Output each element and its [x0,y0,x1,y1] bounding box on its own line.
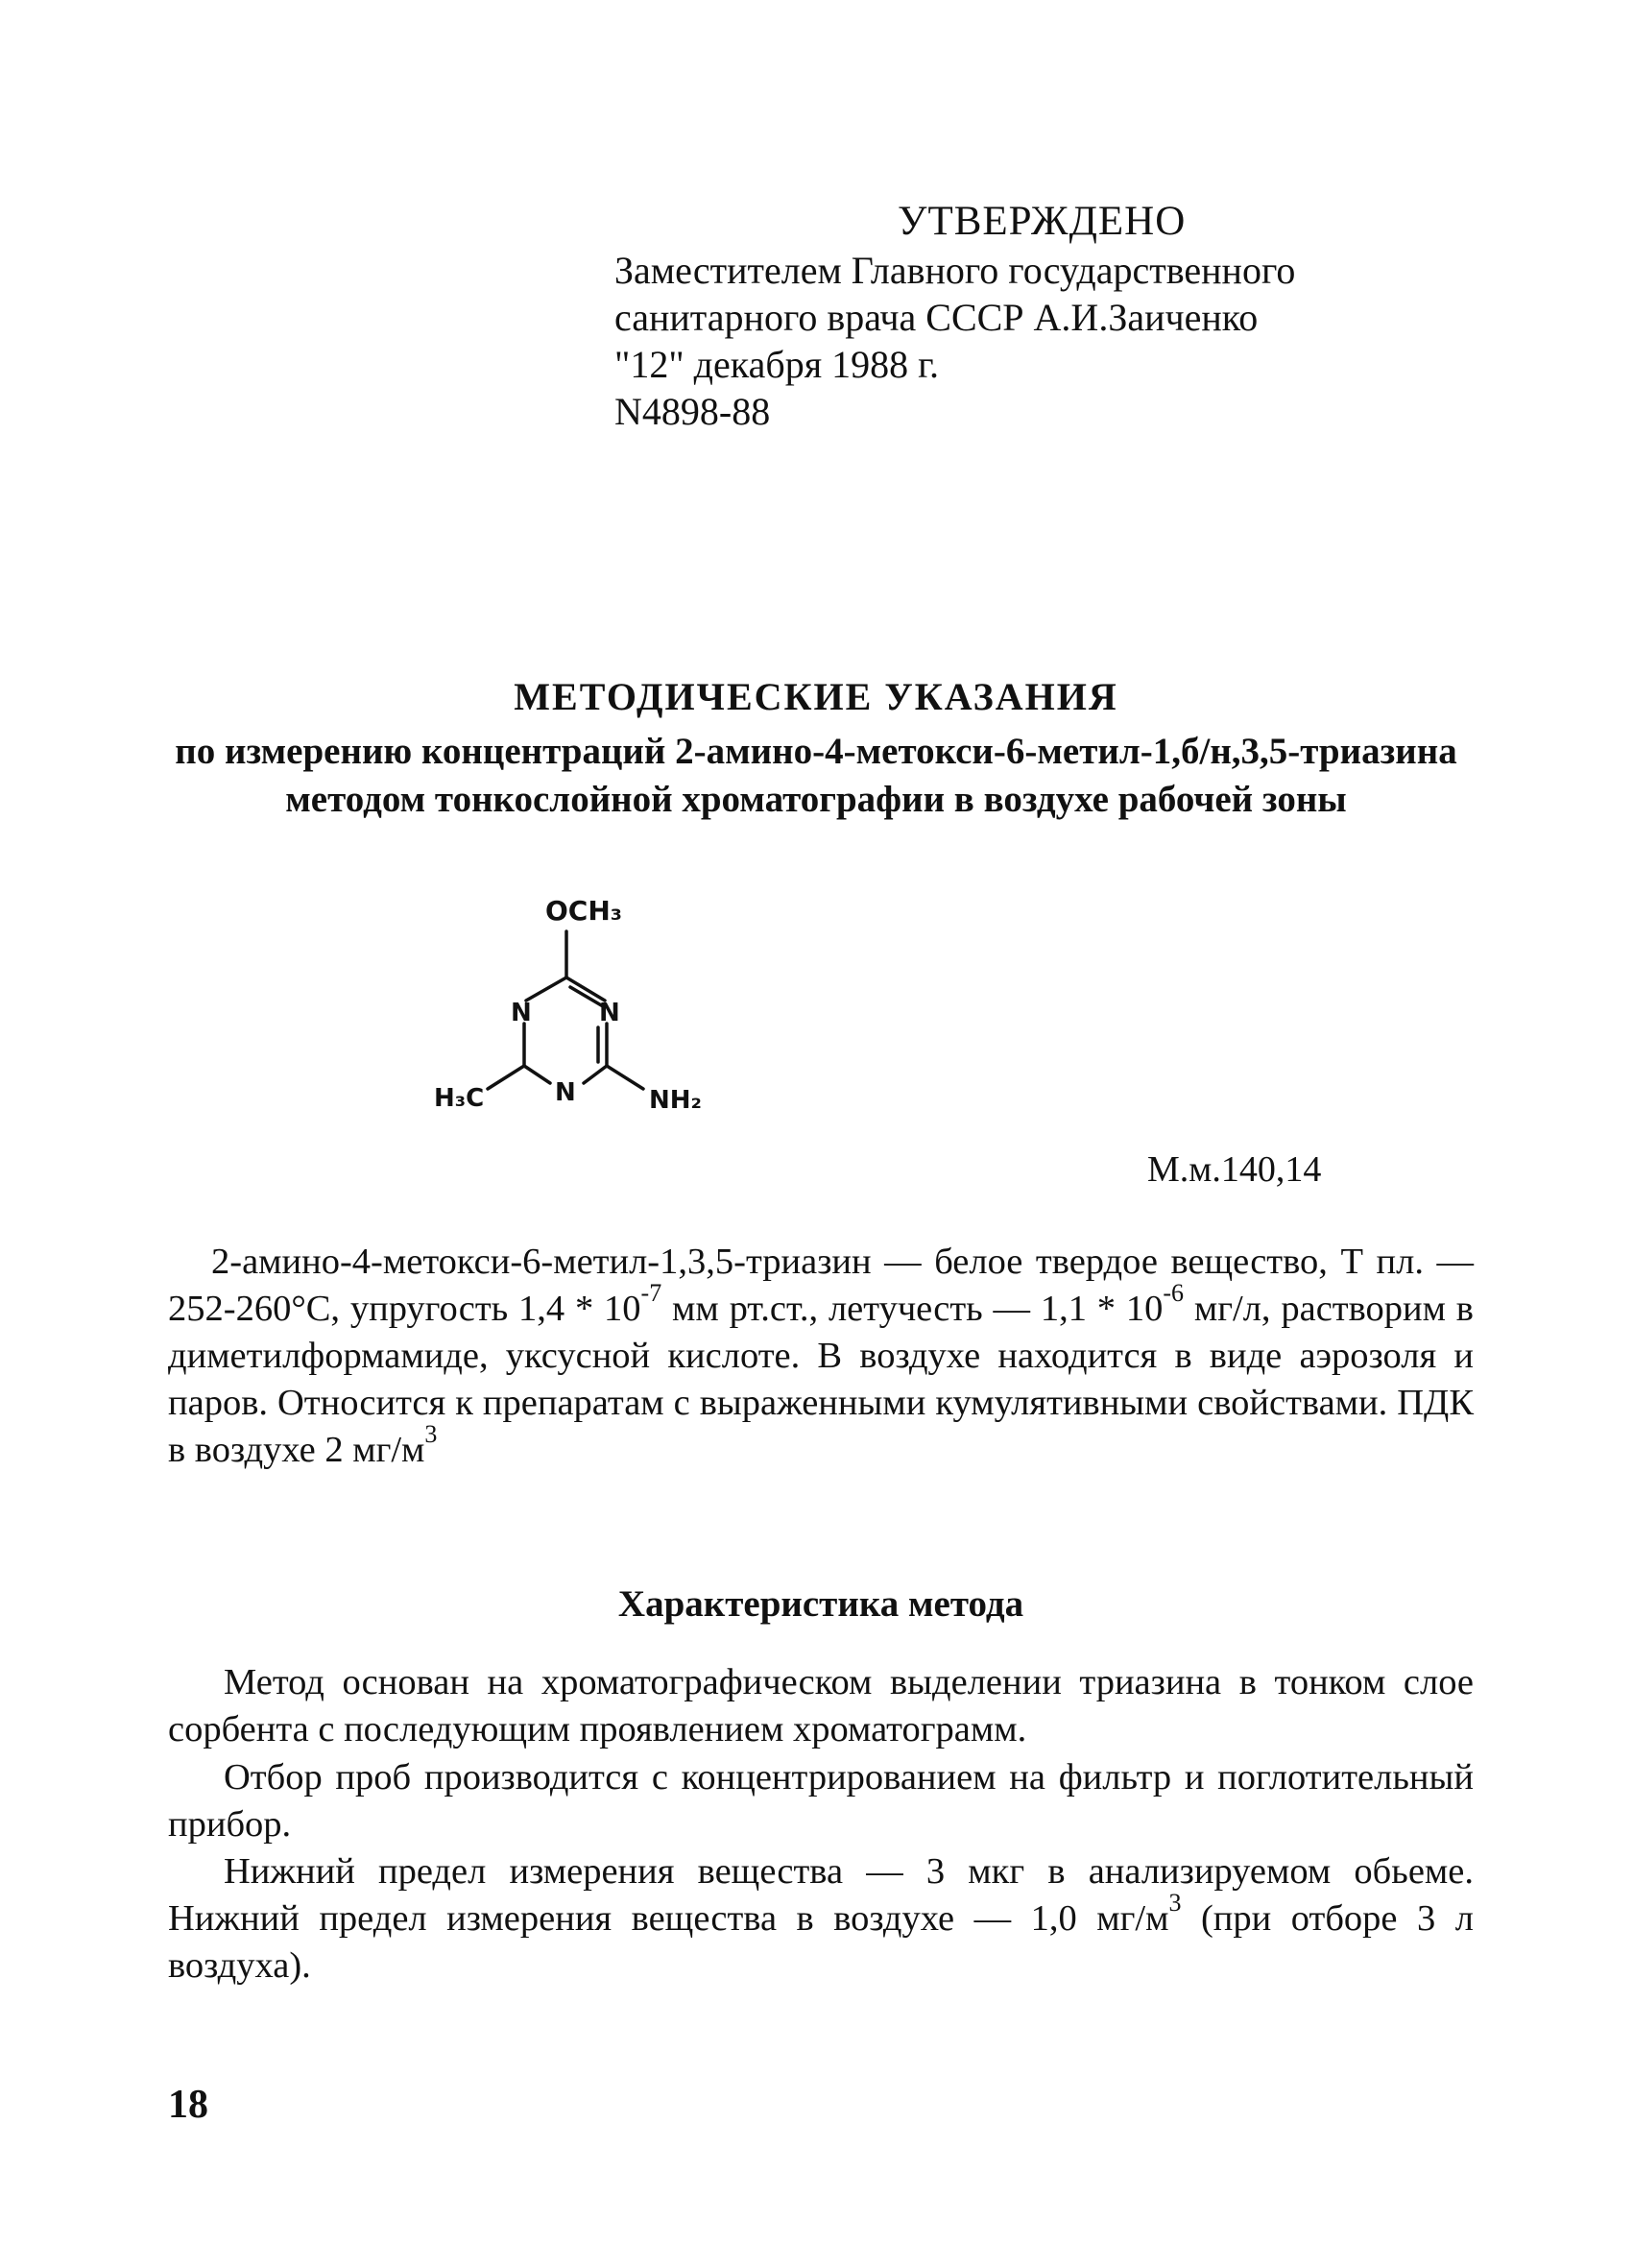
bond-ch-ch3 [488,1066,524,1089]
approval-block [614,197,1478,435]
bond-c-nh2 [607,1066,643,1089]
document-title-block [154,672,1478,824]
chemical-structure [365,883,749,1143]
method-paragraph-1: Метод основан на хроматографическом выделении триазина в тонком слое сорбента с последующим проявлением хроматограмм. [168,1662,1474,1749]
document-title: МЕТОДИЧЕСКИЕ УКАЗАНИЯ [514,675,1118,718]
section-heading: Характеристика метода [617,1583,1024,1625]
description-exponent-a: -7 [640,1279,662,1308]
label-n-left: N [511,999,532,1027]
method-paragraph-2: Отбор проб производится с концентрированием на фильтр и поглотительный прибор. [168,1757,1474,1845]
document-subtitle: по измерению концентраций 2-амино-4-метокси-6-метил-1,б/н,3,5-триазина методом тонкослойной хроматографии в воздухе рабочей зоны [175,731,1457,820]
approval-document-number: N4898-88 [614,390,771,433]
method-paragraph-3-text-b: (при отборе 3 л воздуха). [168,1898,1474,1986]
bond-c-n-bottom [584,1066,607,1083]
page-number: 18 [168,2083,208,2127]
molecular-weight: М.м.140,14 [1147,1149,1322,1190]
description-exponent-c: 3 [424,1420,438,1449]
approval-title: УТВЕРЖДЕНО [898,199,1187,244]
approval-line-3: "12" декабря 1988 г. [614,343,939,386]
description-paragraph [168,1239,1474,1474]
bond-ch-n [524,1066,550,1083]
approval-line-1: Заместителем Главного государственного [614,249,1296,292]
description-text-c: мг/л, растворим в диметилформамиде, уксусной кислоте. В воздухе находится в виде аэрозоля и паров. Относится к препаратам с выраженными кумулятивными свойствами. ПДК в воздухе 2 мг/м [168,1289,1474,1470]
triazine-structure-diagram [365,883,749,1143]
label-n-bottom: N [555,1078,576,1107]
label-n-right: N [599,999,620,1027]
description-text-a: 2-амино-4-метокси-6-метил-1,3,5-триазин — белое твердое вещество, Т пл. — 252-260°С, упругость 1,4 * 10 [168,1242,1474,1329]
description-text-b: мм рт.ст., летучесть — 1,1 * 10 [661,1289,1164,1329]
method-paragraph-3-text-a: Нижний предел измерения вещества — 3 мкг в анализируемом обьеме. Нижний предел измерения вещества в воздухе — 1,0 мг/м [168,1851,1474,1939]
substance-description [168,1239,1474,1474]
bond-c-n-left [526,977,566,1001]
label-och3: OCH₃ [545,895,623,927]
method-paragraph-3 [168,1848,1474,1990]
description-exponent-b: -6 [1163,1279,1185,1308]
label-nh2: NH₂ [649,1086,702,1115]
label-h3c: H₃C [434,1084,485,1113]
approval-line-2: санитарного врача СССР А.И.Заиченко [614,296,1259,339]
method-paragraph-3-exponent: 3 [1168,1889,1182,1918]
